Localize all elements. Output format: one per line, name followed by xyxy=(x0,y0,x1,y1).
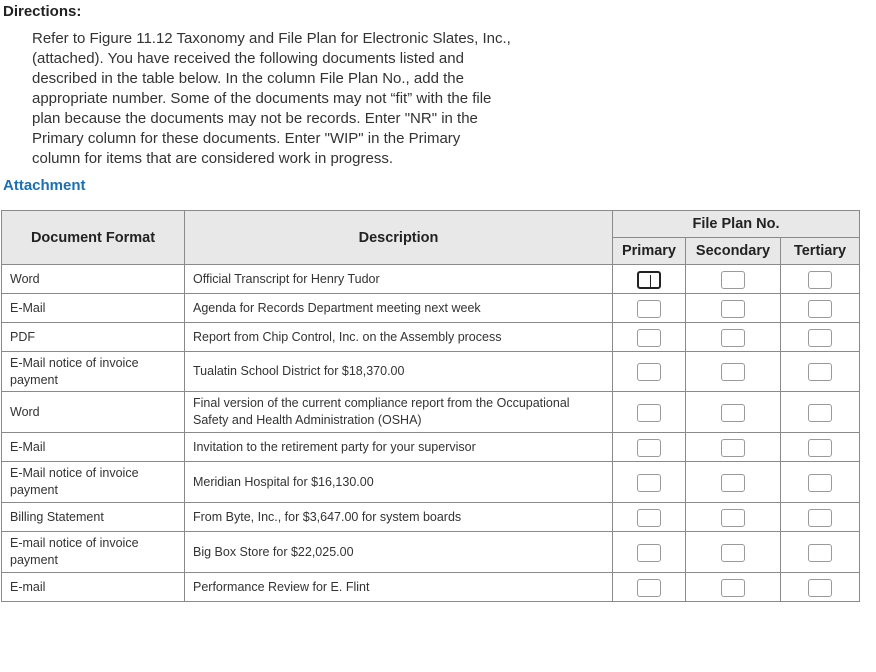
table-row xyxy=(2,573,860,602)
tertiary-input[interactable] xyxy=(808,271,832,289)
tertiary-cell xyxy=(781,433,860,462)
tertiary-input[interactable] xyxy=(808,404,832,422)
description-cell: Tualatin School District for $18,370.00 xyxy=(185,352,613,392)
secondary-input[interactable] xyxy=(721,404,745,422)
table-row xyxy=(2,503,860,532)
table-row xyxy=(2,323,860,352)
document-format-cell: E-Mail xyxy=(2,294,185,323)
secondary-input[interactable] xyxy=(721,439,745,457)
tertiary-cell xyxy=(781,294,860,323)
primary-cell xyxy=(613,392,686,433)
secondary-input[interactable] xyxy=(721,300,745,318)
header-tertiary: Tertiary xyxy=(781,238,860,265)
secondary-input[interactable] xyxy=(721,363,745,381)
secondary-cell xyxy=(686,323,781,352)
description-cell: Agenda for Records Department meeting next week xyxy=(185,294,613,323)
tertiary-cell xyxy=(781,323,860,352)
header-secondary: Secondary xyxy=(686,238,781,265)
document-format-cell: E-Mail notice of invoice payment xyxy=(2,462,185,503)
primary-cell xyxy=(613,352,686,392)
tertiary-input[interactable] xyxy=(808,439,832,457)
secondary-cell xyxy=(686,433,781,462)
secondary-input[interactable] xyxy=(721,544,745,562)
description-cell: Official Transcript for Henry Tudor xyxy=(185,265,613,294)
directions-text: Refer to Figure 11.12 Taxonomy and File Plan for Electronic Slates, Inc., (attached). You have received the following documents listed and described in the table below. In the column File Plan No., add the appropriate number. Some of the documents may not “fit” with the file plan because the documents may not be records. Enter "NR" in the Primary column for these documents. Enter "WIP" in the Primary column for items that are considered work in progress. xyxy=(32,30,511,167)
description-cell: Performance Review for E. Flint xyxy=(185,573,613,602)
primary-cell xyxy=(613,532,686,573)
document-format-cell: E-Mail xyxy=(2,433,185,462)
tertiary-cell xyxy=(781,265,860,294)
directions-heading: Directions: xyxy=(3,3,82,20)
document-format-cell: PDF xyxy=(2,323,185,352)
document-format-cell: E-Mail notice of invoice payment xyxy=(2,352,185,392)
primary-input[interactable] xyxy=(637,271,661,289)
tertiary-input[interactable] xyxy=(808,544,832,562)
description-cell: Big Box Store for $22,025.00 xyxy=(185,532,613,573)
secondary-cell xyxy=(686,503,781,532)
secondary-cell xyxy=(686,265,781,294)
table-row xyxy=(2,433,860,462)
primary-input[interactable] xyxy=(637,329,661,347)
description-cell: Final version of the current compliance report from the Occupational Safety and Health Administration (OSHA) xyxy=(185,392,613,433)
tertiary-cell xyxy=(781,503,860,532)
secondary-cell xyxy=(686,294,781,323)
table-row xyxy=(2,352,860,392)
secondary-input[interactable] xyxy=(721,329,745,347)
tertiary-cell xyxy=(781,352,860,392)
table-row xyxy=(2,392,860,433)
table-row xyxy=(2,294,860,323)
primary-input[interactable] xyxy=(637,474,661,492)
document-format-cell: Billing Statement xyxy=(2,503,185,532)
file-plan-table xyxy=(1,210,860,602)
tertiary-input[interactable] xyxy=(808,474,832,492)
tertiary-input[interactable] xyxy=(808,363,832,381)
primary-cell xyxy=(613,462,686,503)
secondary-cell xyxy=(686,573,781,602)
description-cell: From Byte, Inc., for $3,647.00 for system boards xyxy=(185,503,613,532)
primary-input[interactable] xyxy=(637,363,661,381)
primary-cell xyxy=(613,323,686,352)
secondary-input[interactable] xyxy=(721,509,745,527)
document-format-cell: Word xyxy=(2,265,185,294)
header-file-plan-no: File Plan No. xyxy=(613,211,860,238)
tertiary-input[interactable] xyxy=(808,300,832,318)
secondary-input[interactable] xyxy=(721,271,745,289)
table-row xyxy=(2,462,860,503)
primary-cell xyxy=(613,503,686,532)
tertiary-input[interactable] xyxy=(808,579,832,597)
secondary-cell xyxy=(686,352,781,392)
tertiary-cell xyxy=(781,532,860,573)
secondary-input[interactable] xyxy=(721,579,745,597)
attachment-link[interactable]: Attachment xyxy=(3,177,86,194)
tertiary-input[interactable] xyxy=(808,329,832,347)
secondary-cell xyxy=(686,532,781,573)
primary-cell xyxy=(613,573,686,602)
secondary-cell xyxy=(686,462,781,503)
header-document-format: Document Format xyxy=(2,211,185,265)
header-description: Description xyxy=(185,211,613,265)
text-caret xyxy=(650,275,651,287)
document-format-cell: E-mail xyxy=(2,573,185,602)
primary-input[interactable] xyxy=(637,544,661,562)
description-cell: Invitation to the retirement party for your supervisor xyxy=(185,433,613,462)
primary-cell xyxy=(613,265,686,294)
document-format-cell: E-mail notice of invoice payment xyxy=(2,532,185,573)
header-primary: Primary xyxy=(613,238,686,265)
primary-input[interactable] xyxy=(637,509,661,527)
description-cell: Report from Chip Control, Inc. on the Assembly process xyxy=(185,323,613,352)
primary-input[interactable] xyxy=(637,439,661,457)
secondary-cell xyxy=(686,392,781,433)
tertiary-cell xyxy=(781,462,860,503)
primary-input[interactable] xyxy=(637,404,661,422)
secondary-input[interactable] xyxy=(721,474,745,492)
primary-cell xyxy=(613,294,686,323)
tertiary-input[interactable] xyxy=(808,509,832,527)
primary-cell xyxy=(613,433,686,462)
primary-input[interactable] xyxy=(637,300,661,318)
primary-input[interactable] xyxy=(637,579,661,597)
table-row xyxy=(2,532,860,573)
description-cell: Meridian Hospital for $16,130.00 xyxy=(185,462,613,503)
tertiary-cell xyxy=(781,392,860,433)
tertiary-cell xyxy=(781,573,860,602)
table-row xyxy=(2,265,860,294)
document-format-cell: Word xyxy=(2,392,185,433)
